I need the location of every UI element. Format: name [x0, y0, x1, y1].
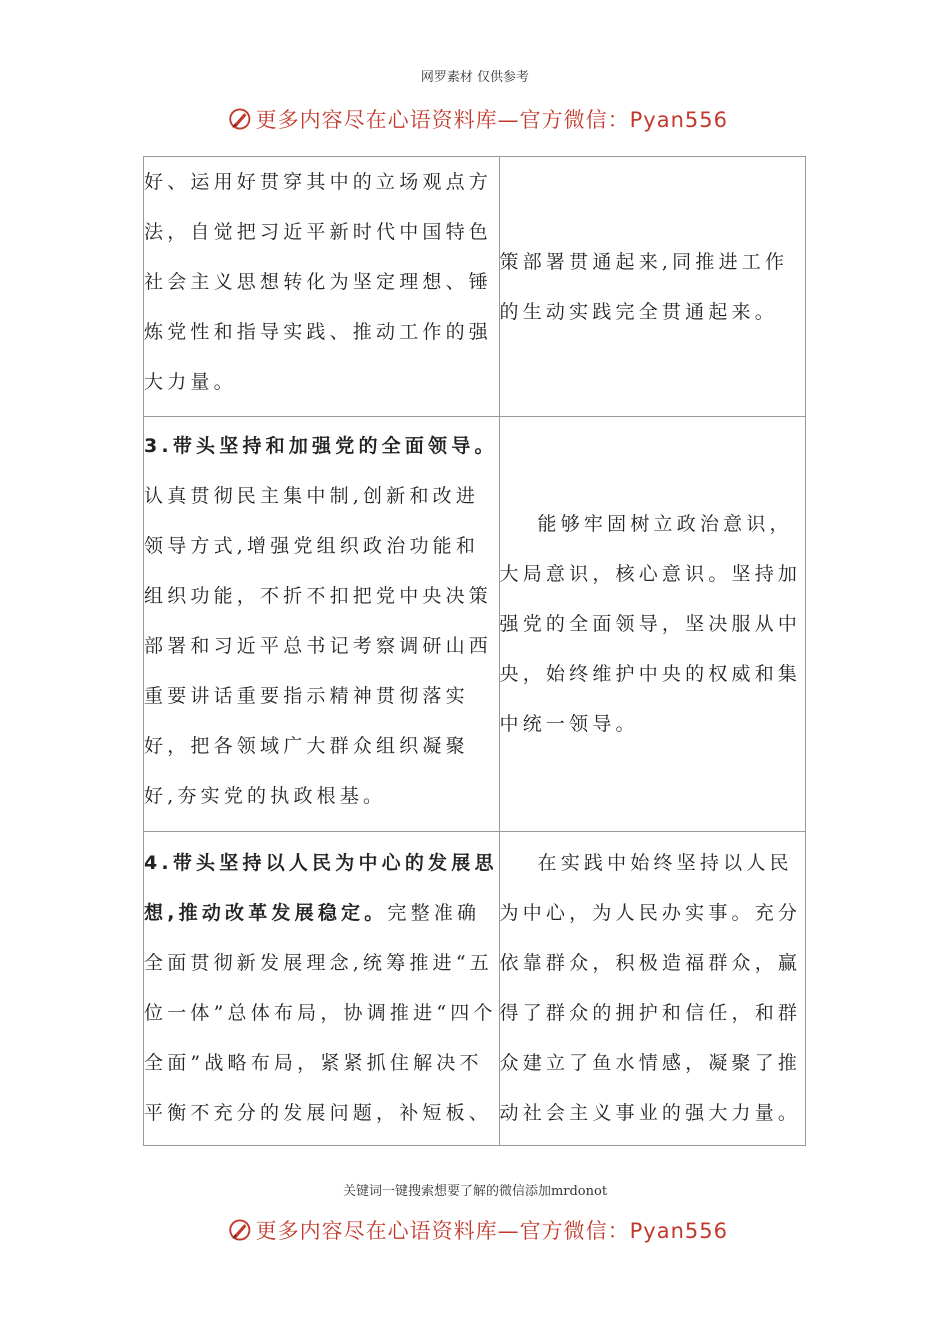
row3-right-text: 在实践中始终坚持以人民为中心，为人民办实事。充分依靠群众，积极造福群众，赢得了群众的拥护和信任，和群众建立了鱼水情感，凝聚了推动社会主义事业的强大力量。 — [499, 852, 802, 1124]
row2-left-title: 3.带头坚持和加强党的全面领导。 — [144, 435, 498, 457]
row1-right-text: 策部署贯通起来,同推进工作的生动实践完全贯通起来。 — [499, 250, 789, 323]
row2-left-body: 认真贯彻民主集中制,创新和改进领导方式,增强党组织政治功能和组织功能，不折不扣把党中央决策部署和习近平总书记考察调研山西重要讲话重要指示精神贯彻落实好，把各领域广大群众组织凝聚好,夯实党的执政根基。 — [144, 485, 493, 807]
row3-right-cell — [499, 832, 805, 1146]
row3-left-body: 完整准确全面贯彻新发展理念,统筹推进“五位一体”总体布局，协调推进“四个全面”战略布局，紧紧抓住解决不平衡不充分的发展问题，补短板、 — [144, 902, 497, 1124]
table-row — [144, 417, 806, 832]
banner-text: 更多内容尽在心语资料库—官方微信：Pyan556 — [255, 108, 728, 132]
pen-logo-icon — [228, 1214, 252, 1246]
wechat-id: Pyan556 — [629, 1219, 728, 1243]
row3-left-cell — [144, 832, 500, 1146]
row1-right-cell — [499, 157, 805, 417]
footer-note: 关键词一键搜索想要了解的微信添加mrdonot — [342, 1184, 608, 1199]
row2-right-cell — [499, 417, 805, 832]
row1-left-text: 好、运用好贯穿其中的立场观点方法，自觉把习近平新时代中国特色社会主义思想转化为坚定理想、锤炼党性和指导实践、推动工作的强大力量。 — [144, 171, 493, 393]
row3-left-title: 4.带头坚持以人民为中心的发展思想,推动改革发展稳定。 — [144, 852, 498, 924]
top-banner — [228, 102, 728, 136]
banner-text: 更多内容尽在心语资料库—官方微信：Pyan556 — [255, 1219, 728, 1243]
pen-logo-icon — [228, 103, 252, 135]
wechat-id: Pyan556 — [629, 108, 728, 132]
row2-right-text: 能够牢固树立政治意识，大局意识，核心意识。坚持加强党的全面领导，坚决服从中央，始终维护中央的权威和集中统一领导。 — [499, 513, 802, 735]
content-table — [143, 156, 806, 1146]
row2-left-cell — [144, 417, 500, 832]
header-note: 网罗素材 仅供参考 — [420, 70, 530, 85]
table-row — [144, 157, 806, 417]
bottom-banner — [228, 1213, 728, 1247]
row1-left-cell — [144, 157, 500, 417]
table-row — [144, 832, 806, 1146]
